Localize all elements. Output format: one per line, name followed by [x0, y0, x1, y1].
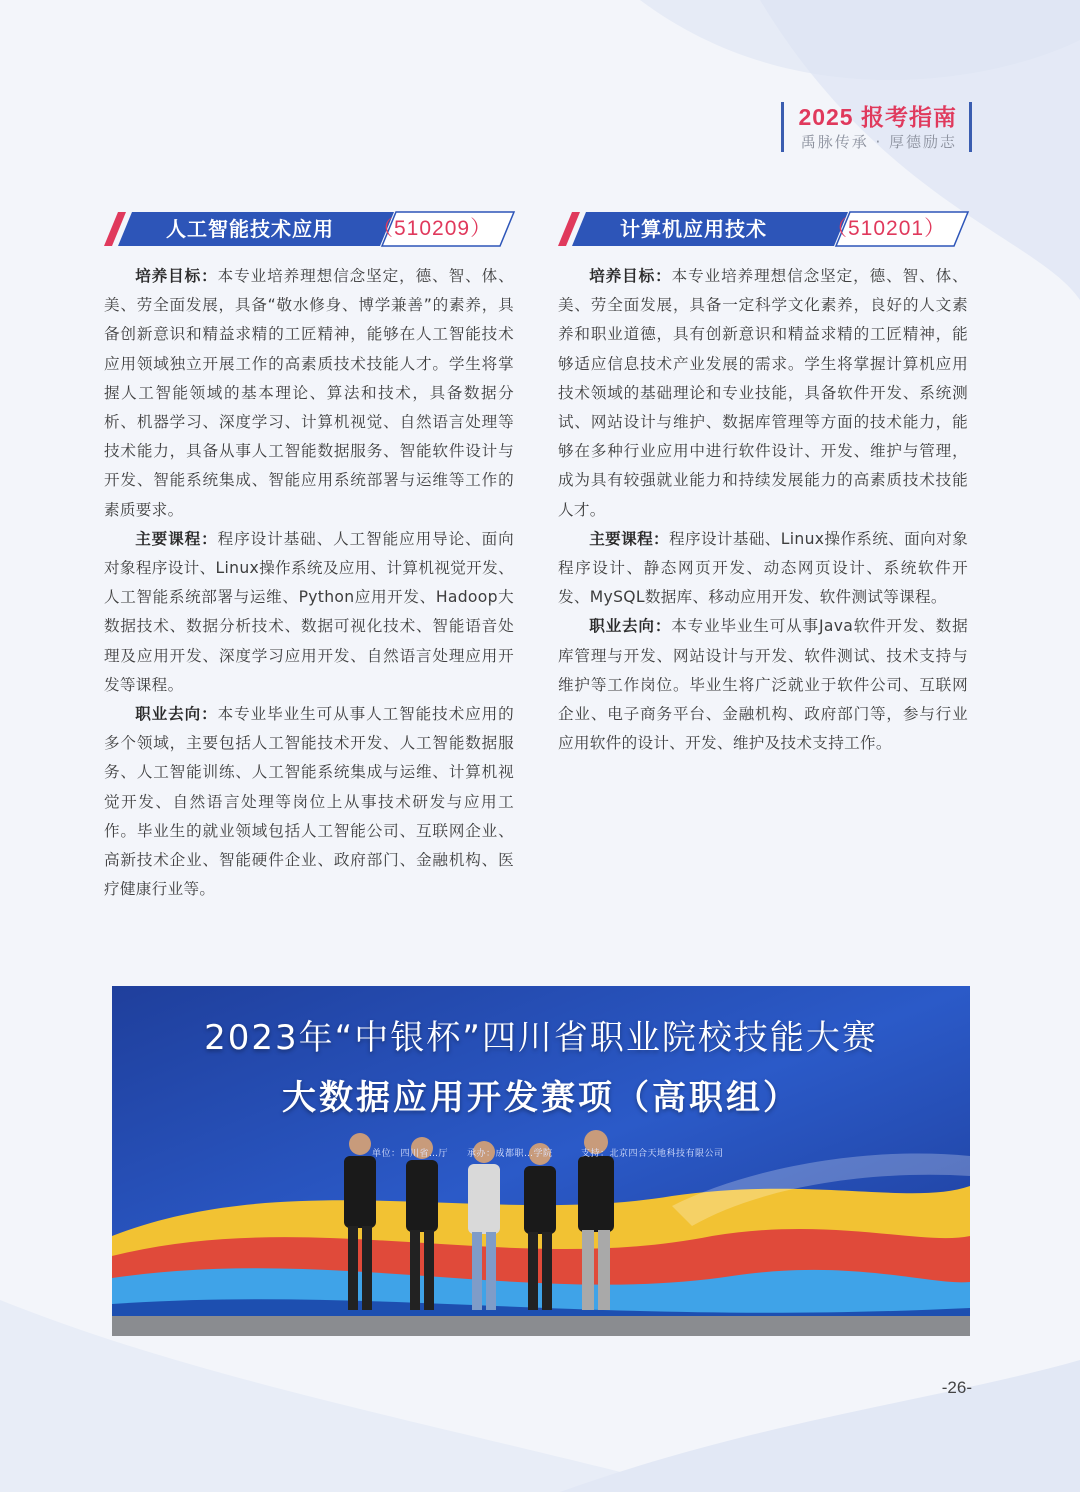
- guide-slogan: 禹脉传承 · 厚德励志: [800, 133, 957, 151]
- main-courses-paragraph: [558, 525, 968, 613]
- page-number: -26-: [941, 1378, 972, 1397]
- paragraph-label: 职业去向：: [589, 617, 672, 636]
- major-name: 人工智能技术应用: [166, 217, 334, 241]
- major-section-computer: [558, 210, 968, 758]
- major-title-bar: [558, 210, 968, 248]
- main-courses-paragraph: [104, 525, 514, 700]
- career-paragraph: [558, 612, 968, 758]
- paragraph-text: 本专业毕业生可从事人工智能技术应用的多个领域，主要包括人工智能技术开发、人工智能数据服务、人工智能训练、人工智能系统集成与运维、计算机视觉开发、自然语言处理等岗位上从事技术研发与应用工作。毕业生的就业领域包括人工智能公司、互联网企业、高新技术企业、智能硬件企业、政府部门、金融机构、医疗健康行业等。: [104, 705, 514, 899]
- paragraph-label: 主要课程：: [589, 529, 670, 548]
- paragraph-text: 程序设计基础、人工智能应用导论、面向对象程序设计、Linux操作系统及应用、计算机视觉开发、人工智能系统部署与运维、Python应用开发、Hadoop大数据技术、数据分析技术、数据可视化技术、智能语音处理及应用开发、深度学习应用开发、自然语言处理应用开发等课程。: [104, 529, 514, 694]
- guide-title: 2025 报考指南: [798, 104, 957, 130]
- paragraph-text: 本专业毕业生可从事Java软件开发、数据库管理与开发、网站设计与开发、软件测试、技术支持与维护等工作岗位。毕业生将广泛就业于软件公司、互联网企业、电子商务平台、金融机构、政府部门等，参与行业应用软件的设计、开发、维护及技术支持工作。: [558, 617, 968, 753]
- training-goal-paragraph: [104, 262, 514, 525]
- paragraph-label: 培养目标：: [135, 267, 218, 285]
- banner-title: 2023年“中银杯”四川省职业院校技能大赛: [204, 1018, 878, 1058]
- paragraph-label: 培养目标：: [589, 267, 672, 285]
- paragraph-text: 本专业培养理想信念坚定，德、智、体、美、劳全面发展，具备一定科学文化素养，良好的人文素养和职业道德，具有创新意识和精益求精的工匠精神，能够适应信息技术产业发展的需求。学生将掌握计算机应用技术领域的基础理论和专业技能，具备软件开发、系统测试、网站设计与维护、数据库管理等方面的技术能力，能够在多种行业应用中进行软件设计、开发、维护与管理，成为具有较强就业能力和持续发展能力的高素质技术技能人才。: [558, 267, 968, 519]
- training-goal-paragraph: [558, 262, 968, 525]
- major-code: （510209）: [372, 217, 493, 240]
- banner-subtitle: 大数据应用开发赛项（高职组）: [282, 1078, 800, 1118]
- banner-sponsors: 单位：四川省…厅 承办：成都职…学院 支持：北京四合天地科技有限公司: [372, 1149, 724, 1159]
- major-title-bar: [104, 210, 514, 248]
- major-section-ai: [104, 210, 514, 904]
- paragraph-text: 本专业培养理想信念坚定，德、智、体、美、劳全面发展，具备“敬水修身、博学兼善”的素养，具备创新意识和精益求精的工匠精神，能够在人工智能技术应用领域独立开展工作的高素质技术技能人才。学生将掌握人工智能领域的基本理论、算法和技术，具备数据分析、机器学习、深度学习、计算机视觉、自然语言处理等技术能力，具备从事人工智能数据服务、智能软件设计与开发、智能系统集成、智能应用系统部署与运维等工作的素质要求。: [104, 267, 514, 519]
- paragraph-label: 主要课程：: [135, 529, 218, 548]
- major-name: 计算机应用技术: [620, 217, 767, 241]
- career-paragraph: [104, 700, 514, 904]
- competition-photo: [112, 986, 970, 1336]
- guide-header: [781, 102, 972, 152]
- paragraph-label: 职业去向：: [135, 705, 218, 724]
- paragraph-text: 程序设计基础、Linux操作系统、面向对象程序设计、静态网页开发、动态网页设计、系统软件开发、MySQL数据库、移动应用开发、软件测试等课程。: [558, 529, 968, 607]
- major-code: （510201）: [826, 217, 947, 240]
